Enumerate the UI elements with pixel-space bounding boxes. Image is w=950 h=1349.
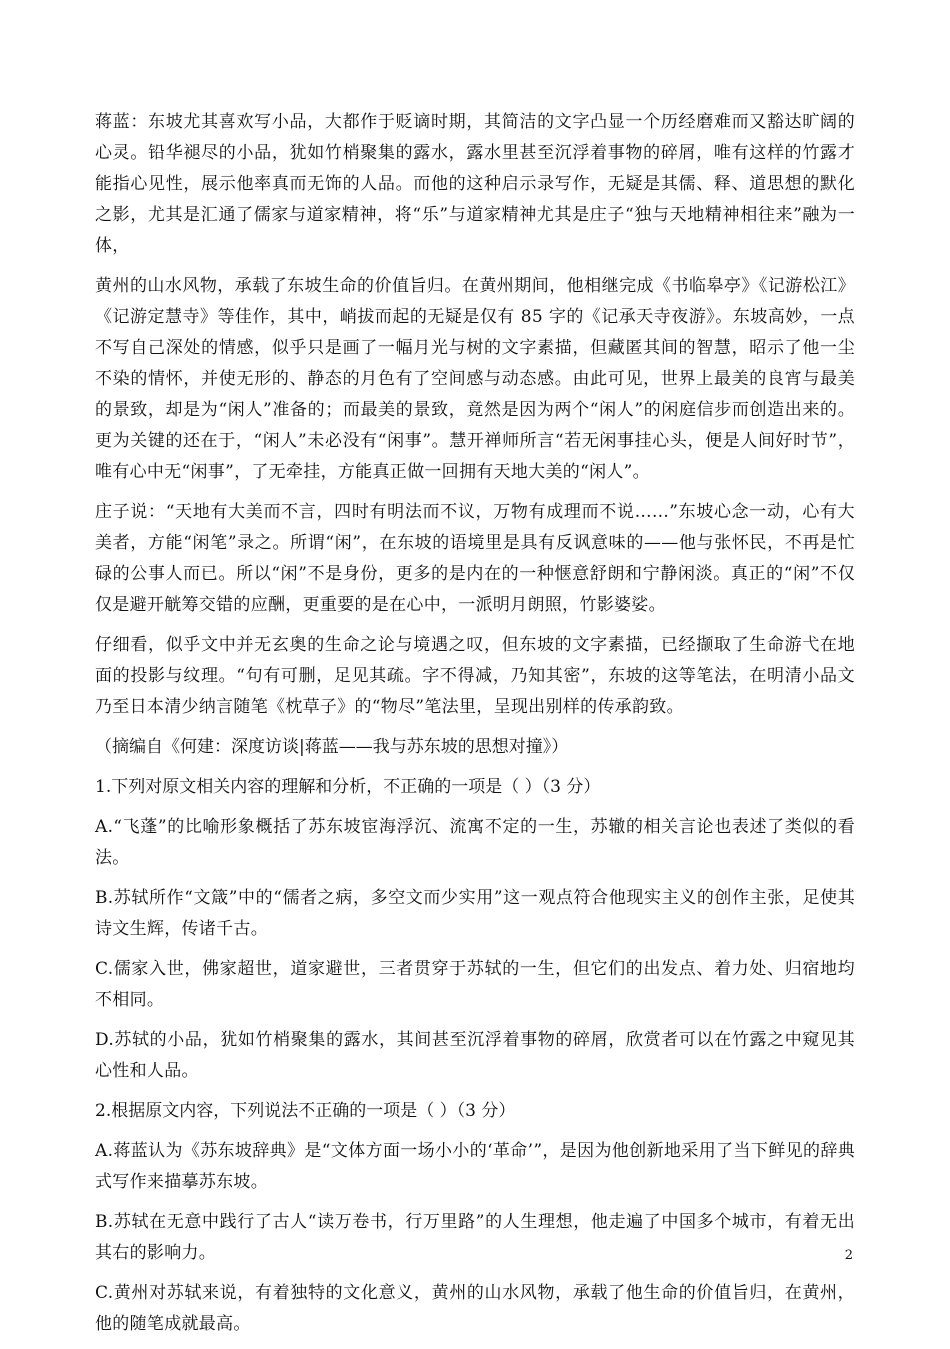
passage-paragraph-2: 黄州的山水风物，承载了东坡生命的价值旨归。在黄州期间，他相继完成《书临皋亭》《记游松江》《记游定慧寺》等佳作，其中，峭拔而起的无疑是仅有 85 字的《记承天寺夜游》。东坡高妙，一点不写自己深处的情感，似乎只是画了一幅月光与树的文字素描，但藏匿其间的智慧，昭示了他一尘不染的情怀，并使无形的、静态的月色有了空间感与动态感。由此可见，世界上最美的良宵与最美的景致，却是为“闲人”准备的；而最美的景致，竟然是因为两个“闲人”的闲庭信步而创造出来的。更为关键的还在于，“闲人”未必没有“闲事”。慧开禅师所言“若无闲事挂心头，便是人间好时节”，唯有心中无“闲事”，了无牵挂，方能真正做一回拥有天地大美的“闲人”。 [95, 276, 855, 482]
question-1 [95, 772, 855, 1087]
question-1-option-b: B.苏轼所作“文箴”中的“儒者之病，多空文而少实用”这一观点符合他现实主义的创作主张，足使其诗文生辉，传诸千古。 [95, 888, 855, 939]
page-number: 2 [844, 1248, 853, 1263]
question-1-option-d: D.苏轼的小品，犹如竹梢聚集的露水，其间甚至沉浮着事物的碎屑，欣赏者可以在竹露之中窥见其心性和人品。 [95, 1030, 855, 1081]
question-1-stem: 1.下列对原文相关内容的理解和分析，不正确的一项是（ ）（3 分） [95, 777, 601, 797]
question-2-option-c: C.黄州对苏轼来说，有着独特的文化意义，黄州的山水风物，承载了他生命的价值旨归，在黄州，他的随笔成就最高。 [95, 1283, 855, 1334]
question-1-option-c: C.儒家入世，佛家超世，道家避世，三者贯穿于苏轼的一生，但它们的出发点、着力处、归宿地均不相同。 [95, 959, 855, 1010]
passage-paragraph-1: 蒋蓝：东坡尤其喜欢写小品，大都作于贬谪时期，其简洁的文字凸显一个历经磨难而又豁达旷阔的心灵。铅华褪尽的小品，犹如竹梢聚集的露水，露水里甚至沉浮着事物的碎屑，唯有这样的竹露才能指心见性，展示他率真而无饰的人品。而他的这种启示录写作，无疑是其儒、释、道思想的默化之影，尤其是汇通了儒家与道家精神，将“乐”与道家精神尤其是庄子“独与天地精神相往来”融为一体， [95, 112, 855, 256]
passage-paragraph-4: 仔细看，似乎文中并无玄奥的生命之论与境遇之叹，但东坡的文字素描，已经撷取了生命游弋在地面的投影与纹理。“句有可删，足见其疏。字不得减，乃知其密”，东坡的这等笔法，在明清小品文乃至日本清少纳言随笔《枕草子》的“物尽”笔法里，呈现出别样的传承韵致。 [95, 635, 855, 717]
question-2-option-a: A.蒋蓝认为《苏东坡辞典》是“文体方面一场小小的‘革命’”，是因为他创新地采用了当下鲜见的辞典式写作来描摹苏东坡。 [95, 1141, 855, 1192]
question-2-option-b: B.苏轼在无意中践行了古人“读万卷书，行万里路”的人生理想，他走遍了中国多个城市，有着无出其右的影响力。 [95, 1212, 855, 1263]
question-1-option-a: A.“飞蓬”的比喻形象概括了苏东坡宦海浮沉、流寓不定的一生，苏辙的相关言论也表述了类似的看法。 [95, 817, 855, 868]
document-page [95, 107, 855, 1349]
question-2-stem: 2.根据原文内容，下列说法不正确的一项是（ ）（3 分） [95, 1101, 516, 1121]
question-2 [95, 1096, 855, 1340]
passage-paragraph-3: 庄子说：“天地有大美而不言，四时有明法而不议，万物有成理而不说……”东坡心念一动，心有大美者，方能“闲笔”录之。所谓“闲”，在东坡的语境里是具有反讽意味的——他与张怀民，不再是忙碌的公事人而已。所以“闲”不是身份，更多的是内在的一种惬意舒朗和宁静闲淡。真正的“闲”不仅仅是避开觥筹交错的应酬，更重要的是在心中，一派明月朗照，竹影婆娑。 [95, 502, 855, 615]
source-citation: （摘编自《何建：深度访谈|蒋蓝——我与苏东坡的思想对撞》） [95, 737, 569, 757]
